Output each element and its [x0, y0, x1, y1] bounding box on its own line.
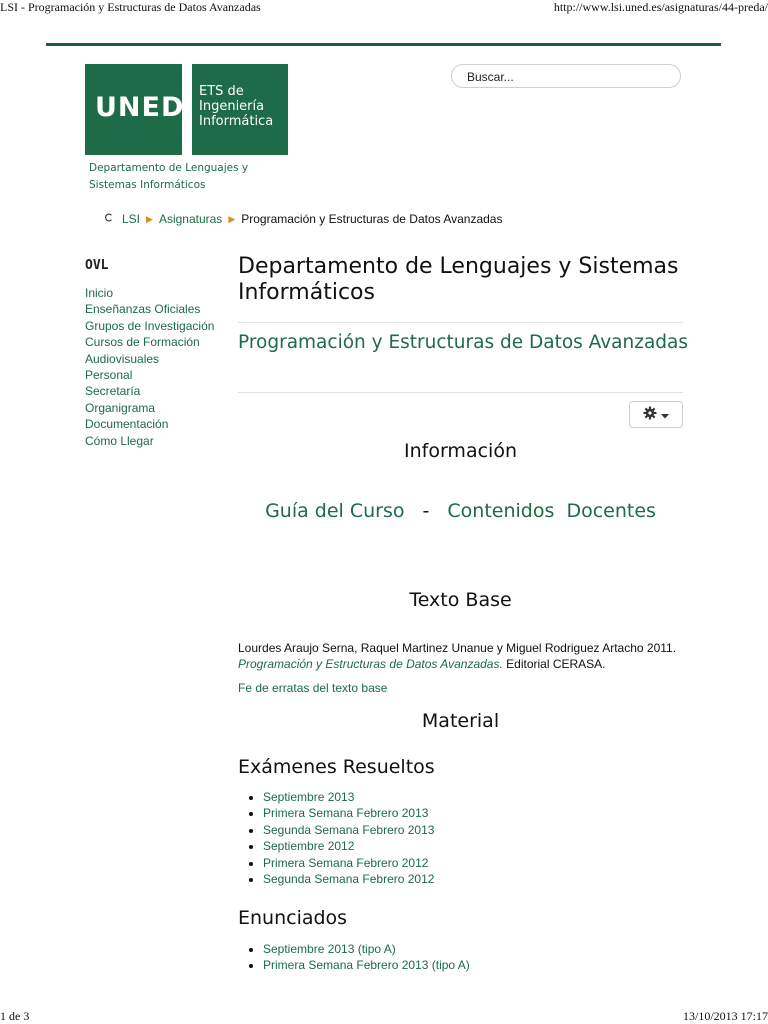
sidebar-item-personal[interactable]: Personal: [85, 368, 133, 383]
list-item[interactable]: • Septiembre 2012: [263, 838, 434, 854]
list-item[interactable]: • Segunda Semana Febrero 2012: [263, 871, 434, 887]
enunciados-heading: Enunciados: [238, 907, 348, 929]
sidebar-item-organigrama[interactable]: Organigrama: [85, 400, 156, 415]
list-item[interactable]: • Septiembre 2013: [263, 789, 434, 805]
breadcrumb: [122, 212, 502, 226]
examenes-heading: Exámenes Resueltos: [238, 756, 435, 778]
contents-link[interactable]: Contenidos Docentes: [447, 500, 656, 522]
list-item[interactable]: • Primera Semana Febrero 2013: [263, 805, 434, 821]
breadcrumb-arrow-icon: ▶: [146, 213, 153, 224]
info-heading: Información: [404, 440, 517, 462]
texto-base-heading: Texto Base: [409, 589, 512, 611]
home-icon[interactable]: [104, 211, 113, 225]
examenes-list: [246, 789, 434, 887]
uned-logo[interactable]: [85, 64, 185, 155]
breadcrumb-item-asignaturas[interactable]: Asignaturas: [158, 212, 223, 226]
divider: [238, 392, 683, 393]
print-header-url: http://www.lsi.uned.es/asignaturas/44-preda/: [553, 0, 768, 14]
enunciados-list: [246, 941, 470, 974]
guide-separator: -: [422, 500, 430, 522]
divider: [238, 322, 683, 323]
reference-publisher: Editorial CERASA.: [506, 657, 606, 671]
guide-links: [238, 500, 683, 522]
sidebar-title: OVL: [85, 258, 109, 273]
sidebar-item-audiovisuales[interactable]: Audiovisuales: [85, 351, 160, 366]
search-placeholder: Buscar...: [467, 70, 514, 84]
print-footer-datetime: 13/10/2013 17:17: [682, 1009, 768, 1023]
list-item[interactable]: • Primera Semana Febrero 2013 (tipo A): [263, 957, 470, 973]
reference-text: [238, 640, 688, 672]
reference-book-title: Programación y Estructuras de Datos Avanzadas.: [238, 657, 503, 671]
gear-icon: [643, 406, 657, 423]
print-footer-page: 1 de 3: [0, 1009, 30, 1023]
article-tools-button[interactable]: [629, 401, 683, 428]
ets-logo[interactable]: [192, 64, 288, 155]
sidebar-item-grupos[interactable]: Grupos de Investigación: [85, 318, 215, 333]
guide-link[interactable]: Guía del Curso: [265, 500, 405, 522]
material-heading: Material: [421, 710, 500, 732]
uned-logo-text: UNED: [95, 92, 185, 123]
sidebar-item-secretaria[interactable]: Secretaría: [85, 384, 141, 399]
sidebar-menu: [85, 285, 214, 449]
department-logo-subtitle[interactable]: Departamento de Lenguajes y Sistemas Informáticos: [89, 162, 249, 191]
header-rule: [46, 43, 721, 46]
breadcrumb-item-current: Programación y Estructuras de Datos Avanzadas: [241, 212, 503, 226]
caret-down-icon: [661, 408, 669, 422]
list-item[interactable]: • Septiembre 2013 (tipo A): [263, 941, 470, 957]
breadcrumb-item-lsi[interactable]: LSI: [122, 212, 141, 226]
ets-logo-text: ETS de Ingeniería Informática: [199, 84, 274, 129]
sidebar-item-como-llegar[interactable]: Cómo Llegar: [85, 433, 154, 448]
sidebar-item-cursos[interactable]: Cursos de Formación: [85, 335, 200, 350]
reference-authors: Lourdes Araujo Serna, Raquel Martinez Unanue y Miguel Rodriguez Artacho 2011.: [238, 641, 677, 655]
print-header-title: LSI - Programación y Estructuras de Datos Avanzadas: [0, 0, 261, 14]
breadcrumb-arrow-icon: ▶: [228, 213, 236, 224]
list-item[interactable]: • Segunda Semana Febrero 2013: [263, 822, 434, 838]
sidebar-item-inicio[interactable]: Inicio: [85, 286, 114, 300]
errata-link[interactable]: Fe de erratas del texto base: [238, 681, 388, 695]
list-item[interactable]: • Primera Semana Febrero 2012: [263, 855, 434, 871]
page-title: Departamento de Lenguajes y Sistemas Informáticos: [238, 254, 679, 305]
search-input[interactable]: [451, 64, 681, 88]
sidebar-item-documentacion[interactable]: Documentación: [85, 417, 169, 432]
sidebar-item-ensenanzas[interactable]: Enseñanzas Oficiales: [85, 302, 201, 317]
course-title[interactable]: Programación y Estructuras de Datos Avanzadas: [238, 332, 689, 353]
